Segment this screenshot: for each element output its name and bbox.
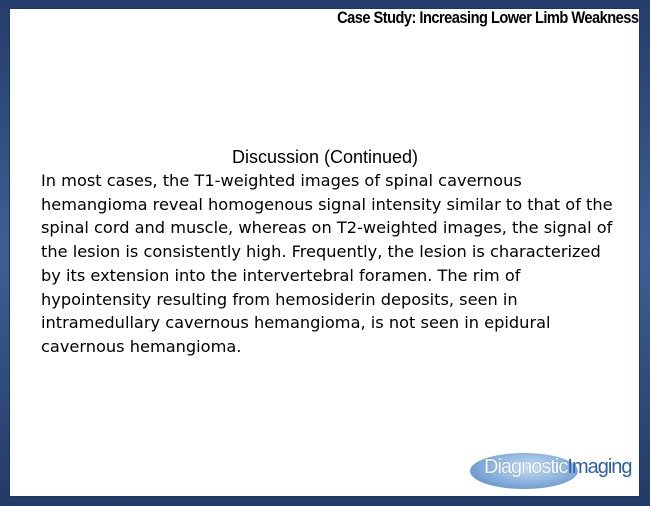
section-heading: Discussion (Continued) (231, 147, 419, 167)
slide-title: Case Study: Increasing Lower Limb Weakness (336, 8, 638, 27)
discussion-paragraph: In most cases, the T1-weighted images of spinal cavernous hemangioma reveal homogenous signal intensity similar to that of the spinal cord and muscle, whereas on T2-weighted images, the signal of the lesion is consistently high. Frequently, the lesion is characterized by its extension into the intervertebral foramen. The rim of hypointensity resulting from hemosiderin deposits, seen in intramedullary cavernous hemangioma, is not seen in epidural cavernous hemangioma. (41, 171, 613, 356)
logo-text (484, 456, 632, 479)
diagnostic-imaging-logo (468, 451, 638, 493)
logo-text-diagnostic: Diagnostic (484, 456, 568, 478)
logo-text-imaging: Imaging (567, 456, 632, 478)
